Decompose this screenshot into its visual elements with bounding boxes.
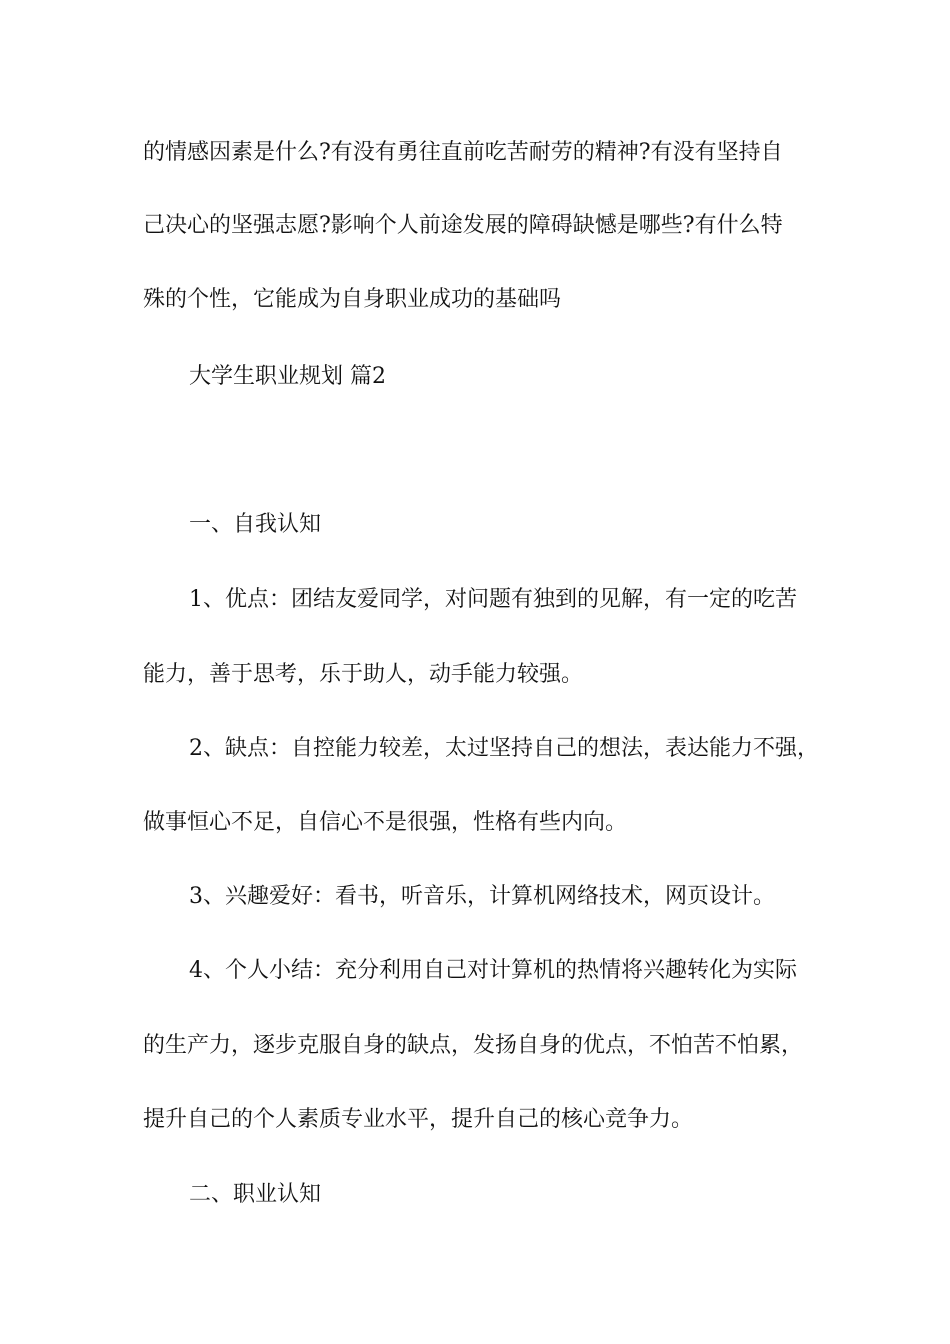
paragraph-line: 2、缺点：自控能力较差，太过坚持自己的想法，表达能力不强， bbox=[189, 736, 819, 761]
paragraph-line: 提升自己的个人素质专业水平，提升自己的核心竞争力。 bbox=[143, 1107, 694, 1132]
paragraph-line: 3、兴趣爱好：看书，听音乐，计算机网络技术，网页设计。 bbox=[189, 884, 775, 909]
heading-career-awareness: 二、职业认知 bbox=[189, 1182, 322, 1207]
heading-self-awareness: 一、自我认知 bbox=[189, 512, 322, 537]
paragraph-line: 1、优点：团结友爱同学，对问题有独到的见解，有一定的吃苦 bbox=[189, 587, 797, 612]
paragraph-line: 的生产力，逐步克服自身的缺点，发扬自身的优点，不怕苦不怕累， bbox=[143, 1033, 804, 1058]
paragraph-line: 己决心的坚强志愿?影响个人前途发展的障碍缺憾是哪些?有什么特 bbox=[143, 213, 783, 238]
paragraph-line: 能力，善于思考，乐于助人，动手能力较强。 bbox=[143, 662, 584, 687]
paragraph-line: 殊的个性，它能成为自身职业成功的基础吗 bbox=[143, 287, 562, 312]
paragraph-line: 的情感因素是什么?有没有勇往直前吃苦耐劳的精神?有没有坚持自 bbox=[143, 140, 783, 165]
paragraph-line: 做事恒心不足，自信心不是很强，性格有些内向。 bbox=[143, 810, 628, 835]
section-title: 大学生职业规划 篇2 bbox=[189, 364, 386, 389]
paragraph-line: 4、个人小结：充分利用自己对计算机的热情将兴趣转化为实际 bbox=[189, 958, 797, 983]
